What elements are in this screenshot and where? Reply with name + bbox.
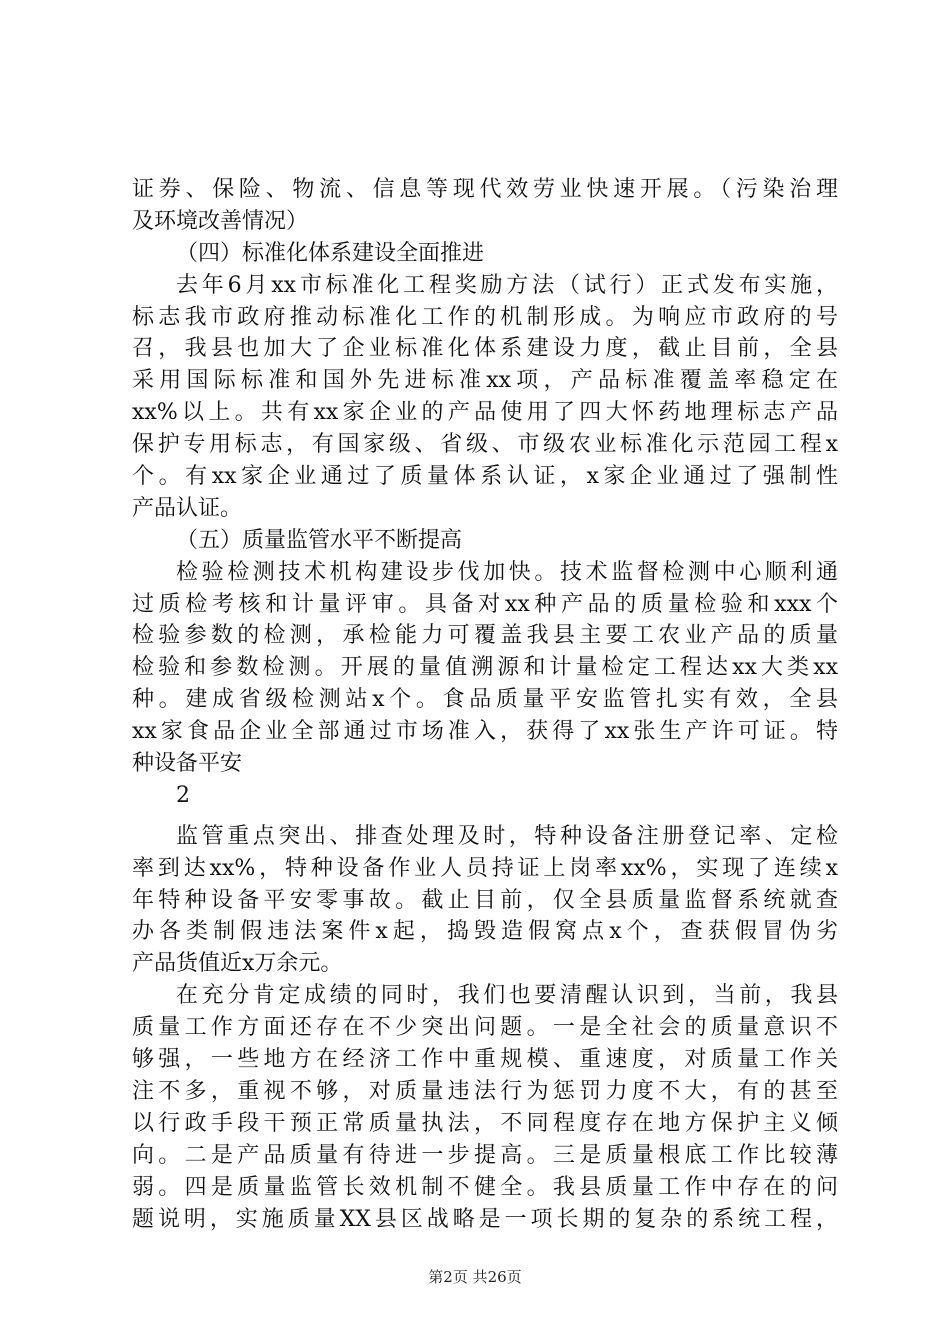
text-line: 率到达xx%，特种设备作业人员持证上岗率xx%，实现了连续x [132, 855, 838, 881]
section-heading: （四）标准化体系建设全面推进 [176, 240, 485, 266]
text-line: 保护专用标志，有国家级、省级、市级农业标准化示范园工程x [132, 432, 838, 458]
text-line: 及环境改善情况） [132, 208, 309, 234]
text-line: 向。二是产品质量有待进一步提高。三是质量根底工作比较薄 [132, 1142, 838, 1168]
text-line: 注不多，重视不够，对质量违法行为惩罚力度不大，有的甚至 [132, 1078, 838, 1104]
text-line: xx家食品企业全部通过市场准入，获得了xx张生产许可证。特 [132, 719, 838, 745]
text-line: 弱。四是质量监管长效机制不健全。我县质量工作中存在的问 [132, 1174, 838, 1200]
text-line: 办各类制假违法案件x起，捣毁造假窝点x个，查获假冒伪劣 [132, 919, 838, 945]
text-line: 质量工作方面还存在不少突出问题。一是全社会的质量意识不 [132, 1015, 838, 1041]
text-line: 采用国际标准和国外先进标准xx项，产品标准覆盖率稳定在 [132, 368, 838, 394]
document-body [132, 174, 838, 1235]
text-line: xx%以上。共有xx家企业的产品使用了四大怀药地理标志产品 [132, 400, 838, 426]
text-line: 产品货值近x万余元。 [132, 951, 343, 977]
text-line: 标志我市政府推动标准化工作的机制形成。为响应市政府的号 [132, 304, 838, 330]
text-line: 去年6月xx市标准化工程奖励方法（试行）正式发布实施， [176, 272, 838, 298]
text-line: 够强，一些地方在经济工作中重规模、重速度，对质量工作关 [132, 1047, 838, 1073]
text-line: 年特种设备平安零事故。截止目前，仅全县质量监督系统就查 [132, 887, 838, 913]
text-line: 监管重点突出、排查处理及时，特种设备注册登记率、定检 [176, 823, 838, 849]
text-line: 检验和参数检测。开展的量值溯源和计量检定工程达xx大类xx [132, 655, 838, 681]
text-line: 种设备平安 [132, 751, 243, 777]
section-heading: （五）质量监管水平不断提高 [176, 527, 463, 553]
page-footer: 第2页 共26页 [428, 1268, 522, 1286]
inline-page-number: 2 [176, 782, 190, 808]
text-line: 证券、保险、物流、信息等现代效劳业快速开展。（污染治理 [132, 177, 838, 202]
text-line: 过质检考核和计量评审。具备对xx种产品的质量检验和xxx个 [132, 591, 838, 617]
text-line: 检验检测技术机构建设步伐加快。技术监督检测中心顺利通 [176, 559, 838, 585]
spacer [132, 812, 838, 821]
text-line: 题说明，实施质量XX县区战略是一项长期的复杂的系统工程， [132, 1206, 838, 1232]
text-line: 个。有xx家企业通过了质量体系认证，x家企业通过了强制性 [132, 464, 838, 490]
text-line: 种。建成省级检测站x个。食品质量平安监管扎实有效，全县 [132, 687, 838, 713]
text-line: 检验参数的检测，承检能力可覆盖我县主要工农业产品的质量 [132, 623, 838, 649]
text-line: 在充分肯定成绩的同时，我们也要清醒认识到，当前，我县 [176, 983, 838, 1009]
text-line: 以行政手段干预正常质量执法，不同程度存在地方保护主义倾 [132, 1110, 838, 1136]
text-line: 召，我县也加大了企业标准化体系建设力度，截止目前，全县 [132, 336, 838, 362]
text-line: 产品认证。 [132, 495, 243, 521]
